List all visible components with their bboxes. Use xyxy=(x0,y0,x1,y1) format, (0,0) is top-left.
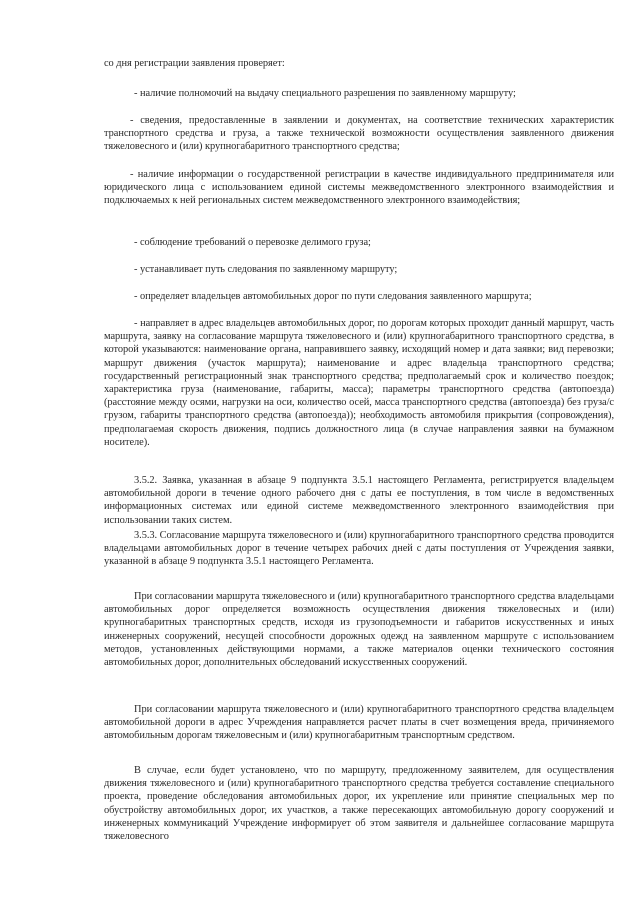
paragraph-vehicle-info-check: - сведения, предоставленные в заявлении и документах, на соответствие технических характеристик транспортного средства и груза, а также технической возможности осуществления заявленного движения тяжеловесного и (или) крупногабаритного транспортного средства; xyxy=(104,115,614,153)
paragraph-registration-info-check: - наличие информации о государственной регистрации в качестве индивидуального предпринимателя или юридического лица с использованием единой системы межведомственного электронного взаимодействия и подключаемых к ней региональных систем межведомственного электронного взаимодействия; xyxy=(104,169,614,207)
paragraph-route-path: - устанавливает путь следования по заявленному маршруту; xyxy=(134,264,398,275)
paragraph-3-5-2: 3.5.2. Заявка, указанная в абзаце 9 подпункта 3.5.1 настоящего Регламента, регистрируется владельцем автомобильной дороги в течение одного рабочего дня с даты ее поступления, в том числе в ведомственных информационных системах или единой системе межведомственного электронного взаимодействия при использовании таких систем. xyxy=(104,475,614,526)
paragraph-fee-calculation: При согласовании маршрута тяжеловесного и (или) крупногабаритного транспортного средства владельцем автомобильной дороги в адрес Учреждения направляется расчет платы в счет возмещения вреда, причиняемого автомобильным дорогам тяжеловесным и (или) крупногабаритным транспортным средством. xyxy=(104,704,614,742)
paragraph-3-5-3: 3.5.3. Согласование маршрута тяжеловесного и (или) крупногабаритного транспортного средства проводится владельцами автомобильных дорог в течение четырех рабочих дней с даты поступления от Учреждения заявки, указанной в абзаце 9 подпункта 3.5.1 настоящего Регламента. xyxy=(104,530,614,568)
paragraph-divisible-cargo: - соблюдение требований о перевозке делимого груза; xyxy=(134,237,371,248)
paragraph-special-project: В случае, если будет установлено, что по маршруту, предложенному заявителем, для осуществления движения тяжеловесного и (или) крупногабаритного транспортного средства требуется составление специального проекта, проведение обследования автомобильных дорог, их укрепление или принятие специальных мер по обустройству автомобильных дорог, их участков, а также пересекающих автомобильную дорогу сооружений и инженерных коммуникаций Учреждение информирует об этом заявителя и дальнейшее согласование маршрута тяжеловесного xyxy=(104,765,614,843)
paragraph-request-details: - направляет в адрес владельцев автомобильных дорог, по дорогам которых проходит данный маршрут, часть маршрута, заявку на согласование маршрута тяжеловесного и (или) крупногабаритного транспортного средства, в которой указываются: наименование органа, направившего заявку, исходящий номер и дата заявки; вид перевозки; маршрут движения (участок маршрута); наименование и адрес владельца транспортного средства; государственный регистрационный знак транспортного средства; предполагаемый срок и количество поездок; характеристика груза (наименование, габариты, масса); параметры транспортного средства (автопоезда) (расстояние между осями, нагрузки на оси, количество осей, масса транспортного средства (автопоезда) без груза/с грузом, габариты транспортного средства (автопоезда)); необходимость автомобиля прикрытия (сопровождения), предполагаемая скорость движения, подпись должностного лица (в случае направления заявки на бумажном носителе). xyxy=(104,318,614,448)
paragraph-route-approval: При согласовании маршрута тяжеловесного и (или) крупногабаритного транспортного средства владельцами автомобильных дорог определяется возможность осуществления движения тяжеловесных и (или) крупногабаритных транспортных средств, исходя из грузоподъемности и габаритов искусственных и иных инженерных сооружений, несущей способности дорожных одежд на заявленном маршруте с использованием методов, установленных действующими нормами, а также материалов оценки технического состояния автомобильных дорог, дополнительных обследований искусственных сооружений. xyxy=(104,591,614,669)
paragraph-road-owners: - определяет владельцев автомобильных дорог по пути следования заявленного маршрута; xyxy=(134,291,532,302)
paragraph-intro: со дня регистрации заявления проверяет: xyxy=(104,58,285,69)
paragraph-authority-check: - наличие полномочий на выдачу специального разрешения по заявленному маршруту; xyxy=(134,88,516,99)
